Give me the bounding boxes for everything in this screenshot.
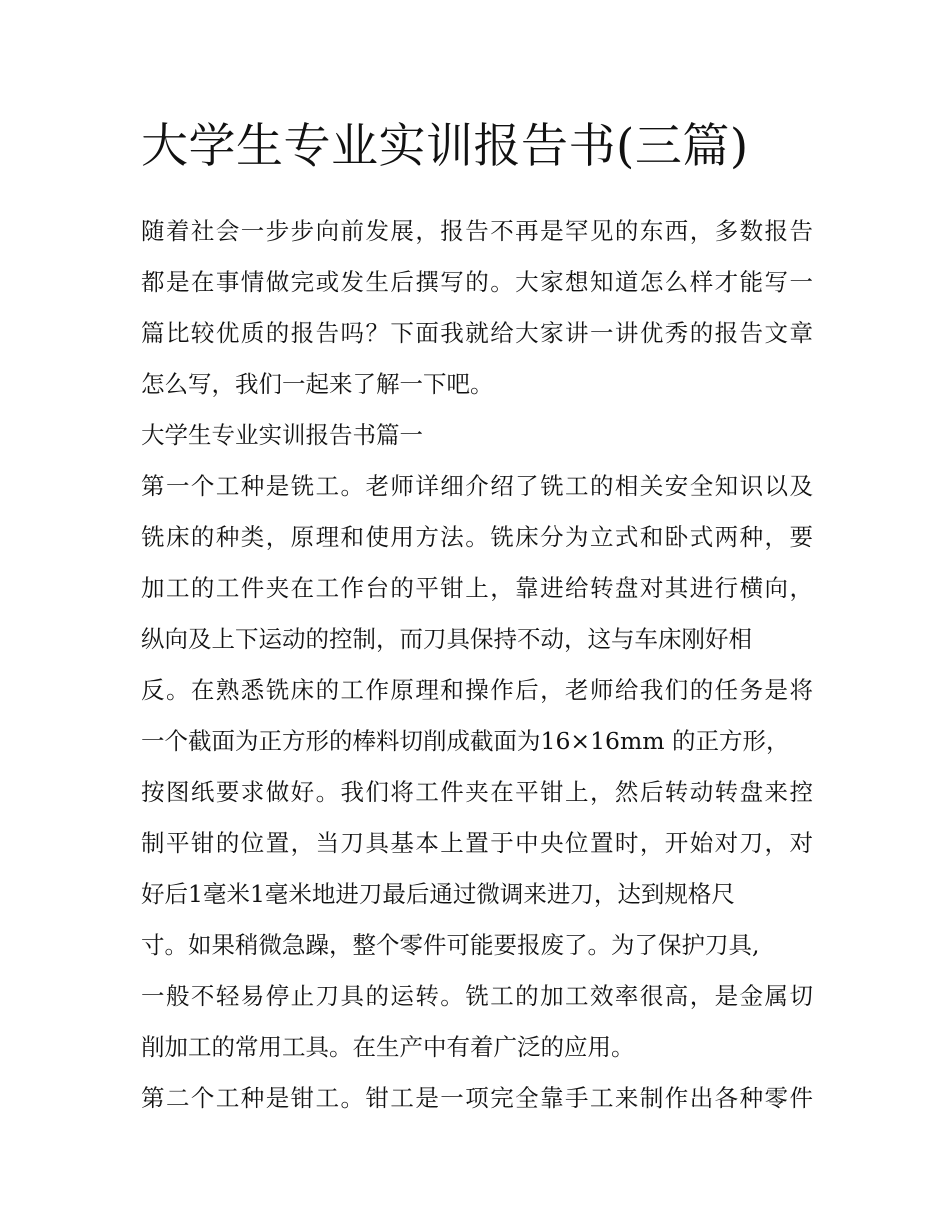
paragraph-line: 一般不轻易停止刀具的运转。铣工的加工效率很高，是金属切 — [141, 982, 813, 1010]
paragraph-line: 第二个工种是钳工。钳工是一项完全靠手工来制作出各种零件 — [141, 1084, 813, 1112]
intro-paragraph — [141, 206, 813, 410]
intro-line: 都是在事情做完或发生后撰写的。大家想知道怎么样才能写一 — [141, 268, 813, 296]
paragraph-line: 削加工的常用工具。在生产中有着广泛的应用。 — [141, 1033, 635, 1061]
paragraph-line: 反。在熟悉铣床的工作原理和操作后，老师给我们的任务是将 — [141, 676, 813, 704]
paragraph-line: 第一个工种是铣工。老师详细介绍了铣工的相关安全知识以及 — [141, 472, 813, 500]
intro-line: 篇比较优质的报告吗？下面我就给大家讲一讲优秀的报告文章 — [141, 319, 813, 347]
section-heading-block — [141, 410, 813, 461]
body-paragraph-2 — [141, 1073, 813, 1124]
body-paragraph-1 — [141, 461, 813, 1073]
paragraph-line: 铣床的种类，原理和使用方法。铣床分为立式和卧式两种，要 — [141, 523, 813, 551]
paragraph-line: 一个截面为正方形的棒料切削成截面为16×16mm 的正方形， — [141, 727, 790, 755]
paragraph-line: 制平钳的位置，当刀具基本上置于中央位置时，开始对刀，对 — [141, 829, 813, 857]
intro-line: 随着社会一步步向前发展，报告不再是罕见的东西，多数报告 — [141, 217, 813, 245]
paragraph-line: 纵向及上下运动的控制，而刀具保持不动，这与车床刚好相 — [141, 625, 752, 653]
paragraph-line: 加工的工件夹在工作台的平钳上，靠进给转盘对其进行横向， — [141, 574, 813, 602]
section-heading: 大学生专业实训报告书篇一 — [141, 421, 423, 449]
document-content — [141, 112, 813, 1124]
paragraph-line: 按图纸要求做好。我们将工件夹在平钳上，然后转动转盘来控 — [141, 778, 813, 806]
paragraph-line: 好后1毫米1毫米地进刀最后通过微调来进刀，达到规格尺 — [141, 880, 735, 908]
intro-line: 怎么写，我们一起来了解一下吧。 — [141, 370, 494, 398]
paragraph-line: 寸。如果稍微急躁，整个零件可能要报废了。为了保护刀具, — [141, 931, 760, 959]
document-title: 大学生专业实训报告书(三篇) — [141, 119, 749, 174]
